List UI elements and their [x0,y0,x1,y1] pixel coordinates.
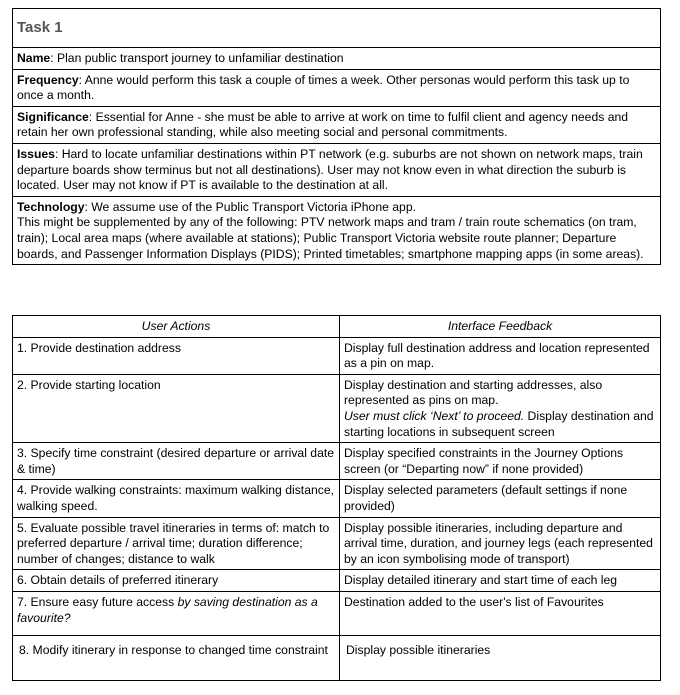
task-frequency-row [13,69,661,106]
user-action-cell [13,591,340,635]
issues-text: : Hard to locate unfamiliar destinations within PT network (e.g. suburbs are not shown on network maps, train departure boards show terminus but not all destinations). User may not know even in what direction the suburb is located. User may not know if PT is available to the destination at all. [17,146,643,193]
interface-feedback-cell: Display possible itineraries [340,635,661,680]
name-label: Name [17,51,51,65]
table-row [13,337,661,374]
frequency-label: Frequency [17,72,79,87]
interface-feedback-cell: Display detailed itinerary and start time of each leg [340,570,661,592]
technology-label: Technology [17,199,85,214]
user-action-cell: 6. Obtain details of preferred itinerary [13,570,340,592]
task-significance-row [13,106,661,143]
issues-label: Issues [17,146,55,161]
task-name-row [13,48,661,70]
user-action-cell: 5. Evaluate possible travel itineraries in terms of: match to preferred departure / arrival time; duration difference; number of changes; distance to walk [13,517,340,570]
task-title-row [13,9,661,48]
feedback-tail-text: Display destination and starting locations in subsequent screen [344,408,654,439]
task-name-cell [13,48,661,70]
task-frequency-cell [13,69,661,106]
significance-text: : Essential for Anne - she must be able to arrive at work on time to fulfil client and agency needs and retain her own professional standing, while also meeting social and personal commitments. [17,109,629,140]
action-italic-text: by saving destination as a favourite? [17,594,318,625]
significance-label: Significance [17,109,89,124]
header-interface-feedback: Interface Feedback [340,316,661,338]
table-row [13,517,661,570]
interaction-header-row [13,316,661,338]
feedback-italic-text: User must click ‘Next’ to proceed. [344,408,525,423]
table-row [13,591,661,635]
user-action-cell: 1. Provide destination address [13,337,340,374]
task-technology-row [13,196,661,264]
interface-feedback-cell: Display possible itineraries, including departure and arrival time, duration, and journey legs (each represented by an icon symbolising mode of transport) [340,517,661,570]
user-action-cell: 2. Provide starting location [13,374,340,442]
task-title-cell [13,9,661,48]
interface-feedback-cell: Display selected parameters (default settings if none provided) [340,480,661,517]
interface-feedback-cell: Destination added to the user's list of Favourites [340,591,661,635]
interface-feedback-cell: Display specified constraints in the Journey Options screen (or “Departing now” if none provided) [340,443,661,480]
task-technology-cell [13,196,661,264]
table-row [13,635,661,680]
header-user-actions: User Actions [13,316,340,338]
table-row [13,443,661,480]
task-title: Task 1 [17,18,63,36]
technology-text: : We assume use of the Public Transport Victoria iPhone app. [84,199,416,214]
action-text: 7. Ensure easy future access [17,594,178,609]
technology-text-supplement: This might be supplemented by any of the following: PTV network maps and tram / train route schematics (on tram, train); Local area maps (where available at stations); Public Transport Victoria website route planner; Departure boards, and Passenger Information Displays (PIDS); Printed timetables; smartphone mapping apps (in some areas). [17,215,644,261]
table-row [13,480,661,517]
task-issues-cell [13,143,661,196]
user-action-cell: 4. Provide walking constraints: maximum walking distance, walking speed. [13,480,340,517]
interface-feedback-cell: Display full destination address and location represented as a pin on map. [340,337,661,374]
name-text: : Plan public transport journey to unfamiliar destination [50,51,344,65]
interface-feedback-cell [340,374,661,442]
frequency-text: : Anne would perform this task a couple of times a week. Other personas would perform this task up to once a month. [17,72,630,103]
task-description-table [12,8,661,265]
table-row [13,570,661,592]
user-action-cell: 8. Modify itinerary in response to changed time constraint [13,635,340,680]
feedback-text: Display destination and starting addresses, also represented as pins on map. [344,377,603,408]
table-row [13,374,661,442]
user-action-cell: 3. Specify time constraint (desired departure or arrival date & time) [13,443,340,480]
task-significance-cell [13,106,661,143]
task-issues-row [13,143,661,196]
interaction-table [12,315,661,681]
